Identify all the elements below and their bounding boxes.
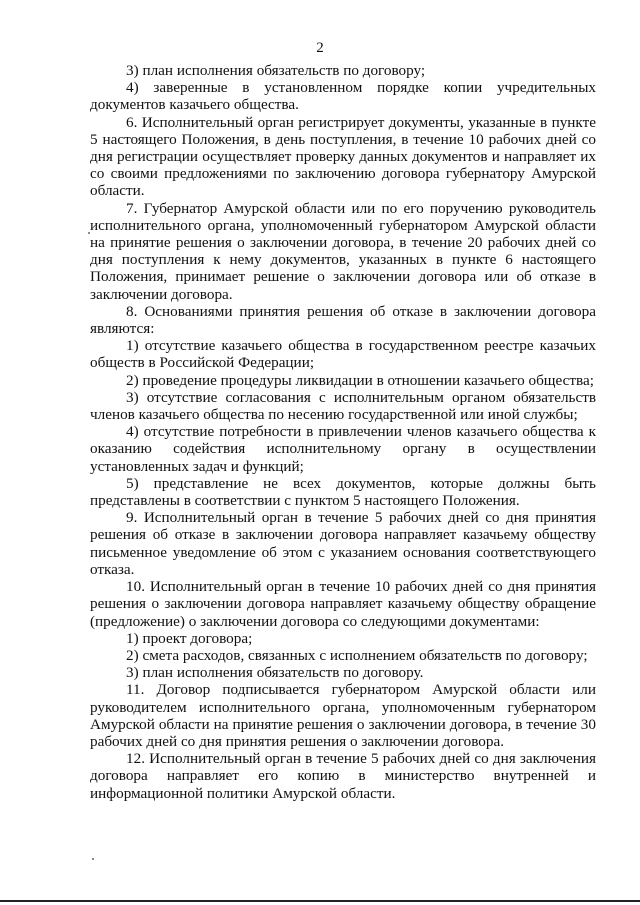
page-number: 2 [316,40,324,56]
paragraph: 11. Договор подписывается губернатором Амурской области или руководителем исполнительного органа, уполномоченным губернатором Амурской области на принятие решения о заключении договора, в течение 30 рабочих дней со дня принятия решения о заключении договора. [90,681,596,750]
paragraph: 9. Исполнительный орган в течение 5 рабочих дней со дня принятия решения об отказе в заключении договора направляет казачьему обществу письменное уведомление об этом с указанием основания соответствующего отказа. [90,509,596,578]
paragraph: 1) отсутствие казачьего общества в государственном реестре казачьих обществ в Российской Федерации; [90,337,596,372]
paragraph: 8. Основаниями принятия решения об отказе в заключении договора являются: [90,302,596,338]
document-body [90,62,596,802]
paragraph: 5) представление не всех документов, которые должны быть представлены в соответствии с пунктом 5 настоящего Положения. [90,474,596,510]
paragraph: 2) проведение процедуры ликвидации в отношении казачьего общества; [126,371,594,389]
scan-bottom-edge [0,900,640,902]
paragraph: 1) проект договора; [126,629,253,647]
scan-speck [92,858,94,860]
paragraph: 3) план исполнения обязательств по договору. [126,664,424,682]
paragraph: 2) смета расходов, связанных с исполнением обязательств по договору; [126,646,588,664]
paragraph: 3) отсутствие согласования с исполнительным органом обязательств членов казачьего общества по несению государственной или иной службы; [90,388,596,424]
paragraph: 12. Исполнительный орган в течение 5 рабочих дней со дня заключения договора направляет его копию в министерство внутренней и информационной политики Амурской области. [90,750,596,802]
paragraph: 4) отсутствие потребности в привлечении членов казачьего общества к оказанию содействия исполнительному органу в осуществлении установленных задач и функций; [90,423,596,475]
scan-speck [88,232,90,234]
paragraph: 6. Исполнительный орган регистрирует документы, указанные в пункте 5 настоящего Положения, в день поступления, в течение 10 рабочих дней со дня регистрации осуществляет проверку данных документов и направляет их со своими предложениями по заключению договора губернатору Амурской области. [90,113,596,200]
paragraph: 10. Исполнительный орган в течение 10 рабочих дней со дня принятия решения о заключении договора направляет казачьему обществу обращение (предложение) о заключении договора со следующими документами: [90,578,596,630]
paragraph: 7. Губернатор Амурской области или по его поручению руководитель исполнительного органа, уполномоченный губернатором Амурской области на принятие решения о заключении договора, в течение 20 рабочих дней со дня поступления к нему документов, указанных в пункте 6 настоящего Положения, принимает решение о заключении договора или об отказе в заключении договора. [90,199,596,303]
paragraph: 3) план исполнения обязательств по договору; [126,62,426,79]
paragraph: 4) заверенные в установленном порядке копии учредительных документов казачьего общества. [90,79,596,114]
